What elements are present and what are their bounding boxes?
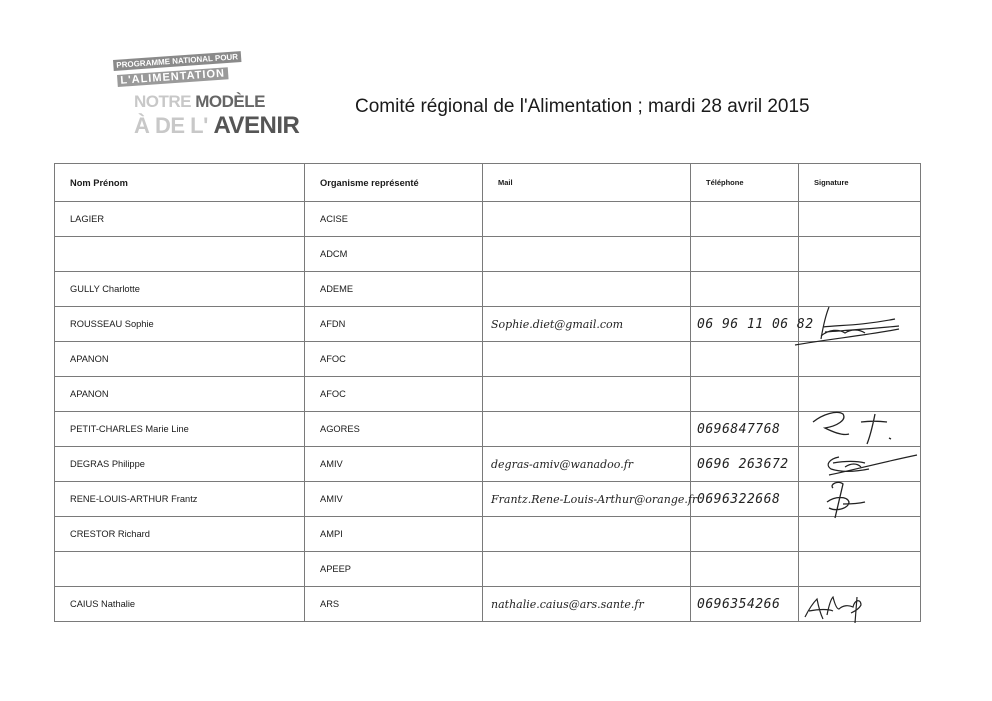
header-phone: Téléphone <box>691 164 799 202</box>
table-row <box>55 202 921 237</box>
cell-phone: 06 96 11 06 82 <box>691 307 799 342</box>
cell-phone <box>691 342 799 377</box>
cell-organisation: ARS <box>305 587 483 622</box>
cell-mail <box>483 342 691 377</box>
logo-line-1: PROGRAMME NATIONAL POUR <box>113 51 241 71</box>
header-mail: Mail <box>483 164 691 202</box>
cell-mail: degras-amiv@wanadoo.fr <box>483 447 691 482</box>
cell-organisation: ADEME <box>305 272 483 307</box>
header-signature: Signature <box>799 164 921 202</box>
cell-organisation: ADCM <box>305 237 483 272</box>
table-row <box>55 272 921 307</box>
cell-mail: nathalie.caius@ars.sante.fr <box>483 587 691 622</box>
table-row <box>55 552 921 587</box>
cell-name: APANON <box>55 342 305 377</box>
cell-name: APANON <box>55 377 305 412</box>
cell-organisation: AFDN <box>305 307 483 342</box>
cell-signature <box>799 237 921 272</box>
handwritten-signature <box>799 579 921 629</box>
cell-mail <box>483 202 691 237</box>
cell-signature <box>799 482 921 517</box>
cell-phone <box>691 202 799 237</box>
cell-organisation: AFOC <box>305 377 483 412</box>
cell-name <box>55 237 305 272</box>
cell-mail <box>483 272 691 307</box>
cell-name: GULLY Charlotte <box>55 272 305 307</box>
table-row <box>55 377 921 412</box>
table-row <box>55 237 921 272</box>
cell-organisation: AMPI <box>305 517 483 552</box>
cell-mail <box>483 517 691 552</box>
cell-phone <box>691 377 799 412</box>
cell-phone: 0696 263672 <box>691 447 799 482</box>
table-row <box>55 482 921 517</box>
header-name: Nom Prénom <box>55 164 305 202</box>
cell-phone: 0696354266 <box>691 587 799 622</box>
cell-name <box>55 552 305 587</box>
cell-signature <box>799 202 921 237</box>
table-row <box>55 587 921 622</box>
cell-name: PETIT-CHARLES Marie Line <box>55 412 305 447</box>
logo-line-3: NOTRE MODÈLE <box>134 92 265 111</box>
table-row <box>55 412 921 447</box>
logo-line-4: À DE L' AVENIR <box>134 112 300 139</box>
attendance-table <box>54 163 921 622</box>
table-row <box>55 307 921 342</box>
cell-phone <box>691 517 799 552</box>
table-row <box>55 517 921 552</box>
cell-mail <box>483 377 691 412</box>
programme-national-alimentation-logo <box>110 52 300 146</box>
cell-organisation: ACISE <box>305 202 483 237</box>
cell-name: ROUSSEAU Sophie <box>55 307 305 342</box>
cell-organisation: AFOC <box>305 342 483 377</box>
cell-phone <box>691 272 799 307</box>
cell-mail <box>483 552 691 587</box>
header-organisation: Organisme représenté <box>305 164 483 202</box>
cell-phone <box>691 237 799 272</box>
cell-mail <box>483 412 691 447</box>
cell-name: CRESTOR Richard <box>55 517 305 552</box>
cell-organisation: APEEP <box>305 552 483 587</box>
cell-name: LAGIER <box>55 202 305 237</box>
cell-signature <box>799 587 921 622</box>
cell-phone <box>691 552 799 587</box>
cell-name: CAIUS Nathalie <box>55 587 305 622</box>
cell-signature <box>799 517 921 552</box>
cell-name: DEGRAS Philippe <box>55 447 305 482</box>
table-row <box>55 342 921 377</box>
cell-signature <box>799 307 921 342</box>
cell-phone: 0696322668 <box>691 482 799 517</box>
cell-phone: 0696847768 <box>691 412 799 447</box>
logo-line-2: L'ALIMENTATION <box>117 67 228 87</box>
page-title: Comité régional de l'Alimentation ; mardi 28 avril 2015 <box>355 96 810 117</box>
cell-signature <box>799 342 921 377</box>
table-header-row <box>55 164 921 202</box>
cell-name: RENE-LOUIS-ARTHUR Frantz <box>55 482 305 517</box>
table-row <box>55 447 921 482</box>
cell-organisation: AMIV <box>305 447 483 482</box>
cell-mail: Frantz.Rene-Louis-Arthur@orange.fr <box>483 482 691 517</box>
cell-organisation: AGORES <box>305 412 483 447</box>
cell-organisation: AMIV <box>305 482 483 517</box>
cell-mail: Sophie.diet@gmail.com <box>483 307 691 342</box>
cell-mail <box>483 237 691 272</box>
